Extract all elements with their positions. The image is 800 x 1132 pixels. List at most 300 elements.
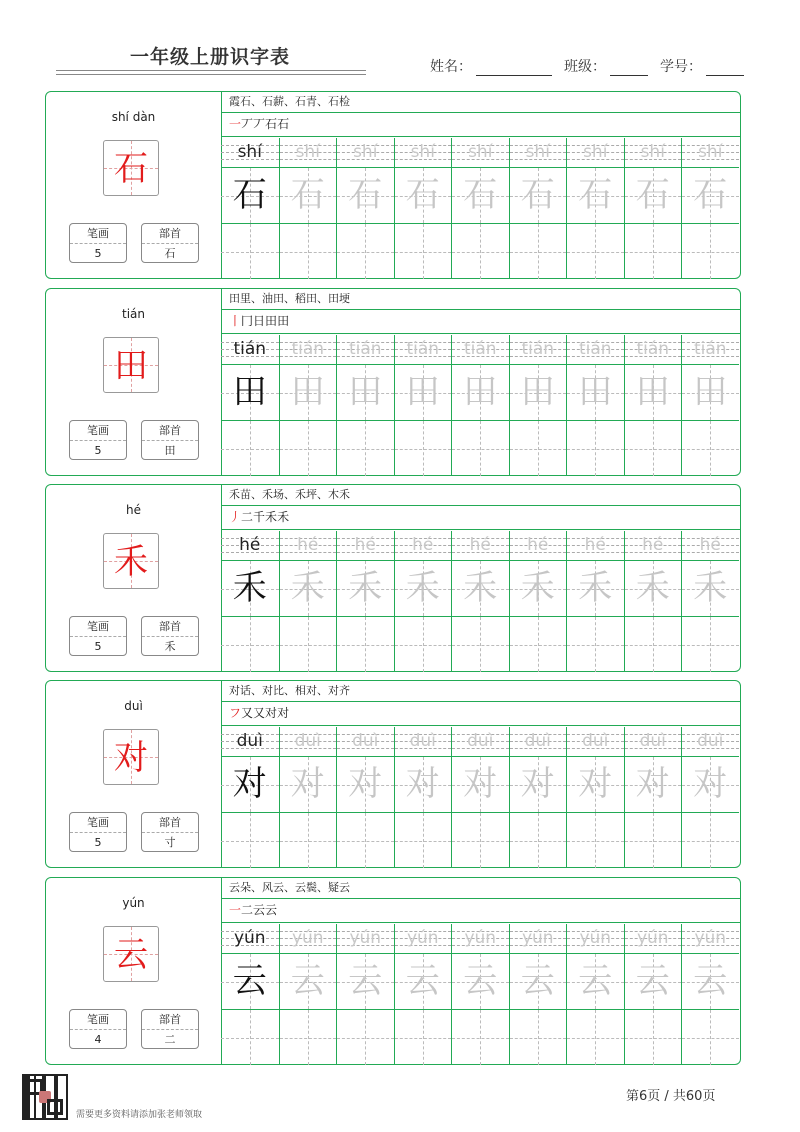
radical-box <box>141 812 199 852</box>
character-model: 石 <box>232 175 267 215</box>
stroke-label: 笔画 <box>70 421 126 441</box>
writing-cell[interactable] <box>510 813 567 868</box>
writing-cell[interactable] <box>337 168 394 223</box>
pinyin-trace: duì <box>697 731 724 751</box>
radical-value: 寸 <box>164 836 176 849</box>
writing-cell[interactable] <box>280 561 337 616</box>
stroke-count-box <box>69 812 127 852</box>
character-trace: 禾 <box>693 568 728 608</box>
radical-label: 部首 <box>142 1010 198 1030</box>
practice-column <box>336 335 394 475</box>
character-box <box>103 337 159 393</box>
writing-cell[interactable] <box>452 168 509 223</box>
writing-cell[interactable] <box>625 813 682 868</box>
writing-cell[interactable] <box>567 421 624 476</box>
practice-column <box>336 727 394 867</box>
practice-column <box>624 924 682 1064</box>
practice-column <box>624 727 682 867</box>
character-box <box>103 926 159 982</box>
practice-column <box>566 531 624 671</box>
stroke-count-box <box>69 223 127 263</box>
practice-panel <box>221 485 740 671</box>
writing-cell[interactable] <box>567 757 624 812</box>
writing-cell[interactable] <box>567 168 624 223</box>
writing-cell[interactable] <box>337 421 394 476</box>
pinyin-trace: hé <box>354 535 376 555</box>
writing-cell[interactable] <box>395 365 452 420</box>
writing-cell[interactable] <box>682 617 739 672</box>
character-info-panel <box>46 92 222 278</box>
pinyin-trace: hé <box>527 535 549 555</box>
pinyin-trace: shí <box>295 142 320 162</box>
worksheet-title: 一年级上册识字表 <box>130 46 291 68</box>
pinyin-trace: hé <box>469 535 491 555</box>
radical-value: 田 <box>164 444 176 457</box>
writing-cell[interactable] <box>280 365 337 420</box>
field-blank[interactable] <box>610 59 648 76</box>
character-trace: 石 <box>520 175 555 215</box>
writing-cell[interactable] <box>221 617 279 672</box>
writing-cell[interactable] <box>395 954 452 1009</box>
writing-cell[interactable] <box>682 224 739 279</box>
stroke-step: 禾 <box>277 510 290 524</box>
writing-cell[interactable] <box>395 813 452 868</box>
character-trace: 对 <box>635 764 670 804</box>
character-trace: 田 <box>348 372 383 412</box>
character-trace: 田 <box>578 372 613 412</box>
practice-column <box>681 924 739 1064</box>
pinyin-trace: shí <box>640 142 665 162</box>
practice-column <box>566 335 624 475</box>
pinyin-trace: tián <box>348 339 382 359</box>
character-trace: 禾 <box>348 568 383 608</box>
writing-cell[interactable] <box>567 224 624 279</box>
pinyin-model: hé <box>239 535 261 555</box>
stroke-step: 一 <box>229 117 242 131</box>
writing-cell[interactable] <box>625 561 682 616</box>
pinyin-trace: hé <box>584 535 606 555</box>
stroke-step: 对 <box>277 706 290 720</box>
practice-grid <box>221 727 742 867</box>
practice-column <box>221 727 279 867</box>
character-model: 禾 <box>232 568 267 608</box>
character-trace: 田 <box>693 372 728 412</box>
stroke-order <box>229 705 289 721</box>
field-blank[interactable] <box>476 59 552 76</box>
stroke-step: 禾 <box>265 510 278 524</box>
practice-column <box>221 138 279 278</box>
word-list: 禾苗、禾场、禾坪、木禾 <box>229 488 350 501</box>
pinyin-trace: duì <box>467 731 494 751</box>
stroke-step: 又 <box>241 706 254 720</box>
stroke-step: 云 <box>253 903 266 917</box>
character-trace: 禾 <box>290 568 325 608</box>
writing-cell[interactable] <box>221 757 279 812</box>
writing-cell[interactable] <box>452 813 509 868</box>
writing-cell[interactable] <box>280 757 337 812</box>
character-trace: 云 <box>693 961 728 1001</box>
character-trace: 对 <box>520 764 555 804</box>
practice-column <box>624 531 682 671</box>
practice-column <box>681 727 739 867</box>
character-pinyin: yún <box>122 896 145 910</box>
writing-cell[interactable] <box>510 561 567 616</box>
pinyin-model: shí <box>237 142 262 162</box>
practice-grid <box>221 924 742 1064</box>
pinyin-trace: yún <box>291 928 324 948</box>
character-model: 云 <box>232 961 267 1001</box>
writing-cell[interactable] <box>221 954 279 1009</box>
stroke-label: 笔画 <box>70 813 126 833</box>
writing-cell[interactable] <box>452 561 509 616</box>
practice-column <box>509 727 567 867</box>
practice-column <box>681 335 739 475</box>
pinyin-trace: tián <box>521 339 555 359</box>
character-model: 田 <box>232 372 267 412</box>
writing-cell[interactable] <box>567 1010 624 1065</box>
pinyin-trace: tián <box>636 339 670 359</box>
writing-cell[interactable] <box>510 617 567 672</box>
writing-cell[interactable] <box>337 813 394 868</box>
writing-cell[interactable] <box>337 561 394 616</box>
writing-cell[interactable] <box>625 1010 682 1065</box>
radical-box <box>141 223 199 263</box>
practice-column <box>451 138 509 278</box>
pinyin-trace: hé <box>642 535 664 555</box>
practice-column <box>394 531 452 671</box>
writing-cell[interactable] <box>395 224 452 279</box>
word-list: 霞石、石薪、石青、石检 <box>229 95 350 108</box>
practice-column <box>279 924 337 1064</box>
writing-cell[interactable] <box>510 954 567 1009</box>
stroke-count: 5 <box>94 444 102 457</box>
pinyin-trace: hé <box>412 535 434 555</box>
pinyin-trace: shí <box>410 142 435 162</box>
character-card <box>45 288 741 476</box>
stroke-label: 笔画 <box>70 1010 126 1030</box>
page-number: 第6页 / 共60页 <box>626 1089 716 1104</box>
character-card <box>45 877 741 1065</box>
character-trace: 田 <box>520 372 555 412</box>
stroke-count: 4 <box>94 1033 102 1046</box>
character-pinyin: shí dàn <box>111 110 156 124</box>
radical-label: 部首 <box>142 813 198 833</box>
writing-cell[interactable] <box>221 421 279 476</box>
writing-cell[interactable] <box>337 757 394 812</box>
writing-cell[interactable] <box>510 757 567 812</box>
character-box <box>103 140 159 196</box>
title-underline-2 <box>56 74 366 75</box>
writing-cell[interactable] <box>682 813 739 868</box>
character-card <box>45 91 741 279</box>
stroke-step: 云 <box>265 903 278 917</box>
stroke-order <box>229 509 289 525</box>
character-trace: 禾 <box>635 568 670 608</box>
stroke-label: 笔画 <box>70 617 126 637</box>
pinyin-trace: hé <box>699 535 721 555</box>
writing-cell[interactable] <box>625 421 682 476</box>
pinyin-model: duì <box>236 731 263 751</box>
writing-cell[interactable] <box>682 168 739 223</box>
character-trace: 田 <box>290 372 325 412</box>
stroke-step: 丆 <box>241 117 254 131</box>
practice-column <box>451 531 509 671</box>
writing-cell[interactable] <box>280 1010 337 1065</box>
writing-cell[interactable] <box>625 757 682 812</box>
writing-cell[interactable] <box>280 224 337 279</box>
character-trace: 对 <box>348 764 383 804</box>
stroke-count: 5 <box>94 836 102 849</box>
writing-cell[interactable] <box>567 365 624 420</box>
pinyin-trace: duì <box>582 731 609 751</box>
field-label: 学号： <box>660 59 702 75</box>
practice-column <box>394 138 452 278</box>
practice-column <box>336 531 394 671</box>
pinyin-trace: shí <box>583 142 608 162</box>
practice-column <box>509 531 567 671</box>
writing-cell[interactable] <box>221 813 279 868</box>
stroke-label: 笔画 <box>70 224 126 244</box>
stroke-order <box>229 116 289 132</box>
radical-value: 禾 <box>164 640 176 653</box>
writing-cell[interactable] <box>625 617 682 672</box>
radical-box <box>141 616 199 656</box>
practice-column <box>566 727 624 867</box>
radical-value: 石 <box>164 247 176 260</box>
writing-cell[interactable] <box>337 617 394 672</box>
writing-cell[interactable] <box>510 1010 567 1065</box>
radical-box <box>141 1009 199 1049</box>
practice-column <box>451 335 509 475</box>
stroke-count: 5 <box>94 247 102 260</box>
writing-cell[interactable] <box>221 168 279 223</box>
writing-cell[interactable] <box>567 561 624 616</box>
word-list: 对话、对比、相对、对齐 <box>229 684 350 697</box>
writing-cell[interactable] <box>337 224 394 279</box>
character-trace: 云 <box>348 961 383 1001</box>
writing-cell[interactable] <box>682 1010 739 1065</box>
character-trace: 云 <box>635 961 670 1001</box>
word-list: 田里、油田、稻田、田埂 <box>229 292 350 305</box>
writing-cell[interactable] <box>625 954 682 1009</box>
practice-column <box>221 335 279 475</box>
pinyin-trace: duì <box>294 731 321 751</box>
radical-value: 二 <box>164 1033 176 1046</box>
stroke-order <box>229 902 277 918</box>
character-trace: 对 <box>578 764 613 804</box>
field-label: 姓名： <box>430 59 472 75</box>
stroke-step: 丆 <box>253 117 266 131</box>
writing-cell[interactable] <box>337 1010 394 1065</box>
pinyin-trace: tián <box>406 339 440 359</box>
writing-cell[interactable] <box>280 617 337 672</box>
pinyin-trace: tián <box>463 339 497 359</box>
practice-column <box>336 924 394 1064</box>
writing-cell[interactable] <box>280 168 337 223</box>
character-info-panel <box>46 878 222 1064</box>
practice-column <box>221 531 279 671</box>
writing-cell[interactable] <box>221 561 279 616</box>
field-blank[interactable] <box>706 59 744 76</box>
stroke-step: 田 <box>277 314 290 328</box>
writing-cell[interactable] <box>280 954 337 1009</box>
pinyin-trace: tián <box>291 339 325 359</box>
writing-cell[interactable] <box>682 421 739 476</box>
character-trace: 田 <box>635 372 670 412</box>
writing-cell[interactable] <box>510 168 567 223</box>
pinyin-trace: hé <box>297 535 319 555</box>
writing-cell[interactable] <box>452 421 509 476</box>
stroke-step: 千 <box>253 510 266 524</box>
practice-column <box>394 335 452 475</box>
stroke-count-box <box>69 616 127 656</box>
stroke-step: 二 <box>241 903 254 917</box>
footer-note: 需要更多资料请添加张老师领取 <box>76 1110 203 1120</box>
writing-cell[interactable] <box>567 954 624 1009</box>
character-info-panel <box>46 289 222 475</box>
practice-column <box>451 727 509 867</box>
practice-column <box>394 727 452 867</box>
writing-cell[interactable] <box>280 421 337 476</box>
writing-cell[interactable] <box>625 168 682 223</box>
practice-grid <box>221 138 742 278</box>
practice-column <box>566 924 624 1064</box>
writing-cell[interactable] <box>452 617 509 672</box>
character-trace: 田 <box>463 372 498 412</box>
practice-panel <box>221 92 740 278</box>
character-trace: 云 <box>520 961 555 1001</box>
student-info-fields <box>430 56 756 76</box>
writing-cell[interactable] <box>337 365 394 420</box>
pinyin-trace: yún <box>349 928 382 948</box>
practice-column <box>509 335 567 475</box>
writing-cell[interactable] <box>682 561 739 616</box>
character-trace: 云 <box>405 961 440 1001</box>
character-trace: 对 <box>405 764 440 804</box>
writing-cell[interactable] <box>567 617 624 672</box>
character-trace: 禾 <box>405 568 440 608</box>
character-trace: 石 <box>635 175 670 215</box>
pinyin-trace: yún <box>464 928 497 948</box>
writing-cell[interactable] <box>682 954 739 1009</box>
stroke-step: 又 <box>253 706 266 720</box>
qr-code-icon <box>22 1074 68 1120</box>
practice-column <box>394 924 452 1064</box>
writing-cell[interactable] <box>682 757 739 812</box>
character-pinyin: hé <box>126 503 141 517</box>
character-info-panel <box>46 485 222 671</box>
pinyin-trace: duì <box>639 731 666 751</box>
pinyin-model: tián <box>233 339 267 359</box>
character-trace: 云 <box>578 961 613 1001</box>
character-trace: 对 <box>463 764 498 804</box>
writing-cell[interactable] <box>625 365 682 420</box>
writing-cell[interactable] <box>395 421 452 476</box>
character-model: 对 <box>232 764 267 804</box>
writing-cell[interactable] <box>221 224 279 279</box>
pinyin-trace: tián <box>578 339 612 359</box>
practice-column <box>279 138 337 278</box>
writing-cell[interactable] <box>452 365 509 420</box>
writing-cell[interactable] <box>221 1010 279 1065</box>
writing-cell[interactable] <box>510 224 567 279</box>
main-character: 云 <box>114 935 148 975</box>
pinyin-trace: shí <box>353 142 378 162</box>
character-trace: 禾 <box>463 568 498 608</box>
practice-column <box>279 531 337 671</box>
practice-grid <box>221 531 742 671</box>
stroke-order <box>229 313 289 329</box>
pinyin-trace: duì <box>524 731 551 751</box>
pinyin-trace: tián <box>693 339 727 359</box>
pinyin-trace: yún <box>521 928 554 948</box>
writing-cell[interactable] <box>395 1010 452 1065</box>
writing-cell[interactable] <box>395 617 452 672</box>
writing-cell[interactable] <box>452 1010 509 1065</box>
pinyin-trace: duì <box>409 731 436 751</box>
practice-column <box>624 138 682 278</box>
writing-cell[interactable] <box>510 365 567 420</box>
pinyin-trace: yún <box>406 928 439 948</box>
word-list: 云朵、风云、云鬓、疑云 <box>229 881 350 894</box>
writing-cell[interactable] <box>395 757 452 812</box>
character-pinyin: tián <box>122 307 145 321</box>
stroke-count-box <box>69 1009 127 1049</box>
writing-cell[interactable] <box>452 224 509 279</box>
writing-cell[interactable] <box>337 954 394 1009</box>
writing-cell[interactable] <box>510 421 567 476</box>
stroke-step: 丨 <box>229 314 242 328</box>
practice-column <box>509 924 567 1064</box>
stroke-step: 日 <box>253 314 266 328</box>
practice-column <box>509 138 567 278</box>
writing-cell[interactable] <box>625 224 682 279</box>
writing-cell[interactable] <box>221 365 279 420</box>
pinyin-trace: duì <box>352 731 379 751</box>
pinyin-trace: yún <box>636 928 669 948</box>
writing-cell[interactable] <box>567 813 624 868</box>
pinyin-trace: shí <box>698 142 723 162</box>
writing-cell[interactable] <box>452 757 509 812</box>
practice-panel <box>221 681 740 867</box>
stroke-step: 二 <box>241 510 254 524</box>
character-trace: 对 <box>693 764 728 804</box>
writing-cell[interactable] <box>395 168 452 223</box>
character-trace: 石 <box>578 175 613 215</box>
pinyin-trace: yún <box>694 928 727 948</box>
writing-cell[interactable] <box>682 365 739 420</box>
stroke-step: 冂 <box>241 314 254 328</box>
practice-column <box>681 138 739 278</box>
practice-column <box>279 727 337 867</box>
radical-box <box>141 420 199 460</box>
practice-panel <box>221 289 740 475</box>
stroke-step: 田 <box>265 314 278 328</box>
writing-cell[interactable] <box>395 561 452 616</box>
character-trace: 石 <box>463 175 498 215</box>
main-character: 田 <box>114 346 148 386</box>
character-box <box>103 729 159 785</box>
main-character: 石 <box>114 149 148 189</box>
field-label: 班级： <box>564 59 606 75</box>
writing-cell[interactable] <box>452 954 509 1009</box>
writing-cell[interactable] <box>280 813 337 868</box>
practice-column <box>566 138 624 278</box>
character-trace: 石 <box>405 175 440 215</box>
practice-grid <box>221 335 742 475</box>
stroke-step: 丿 <box>229 510 242 524</box>
practice-column <box>451 924 509 1064</box>
